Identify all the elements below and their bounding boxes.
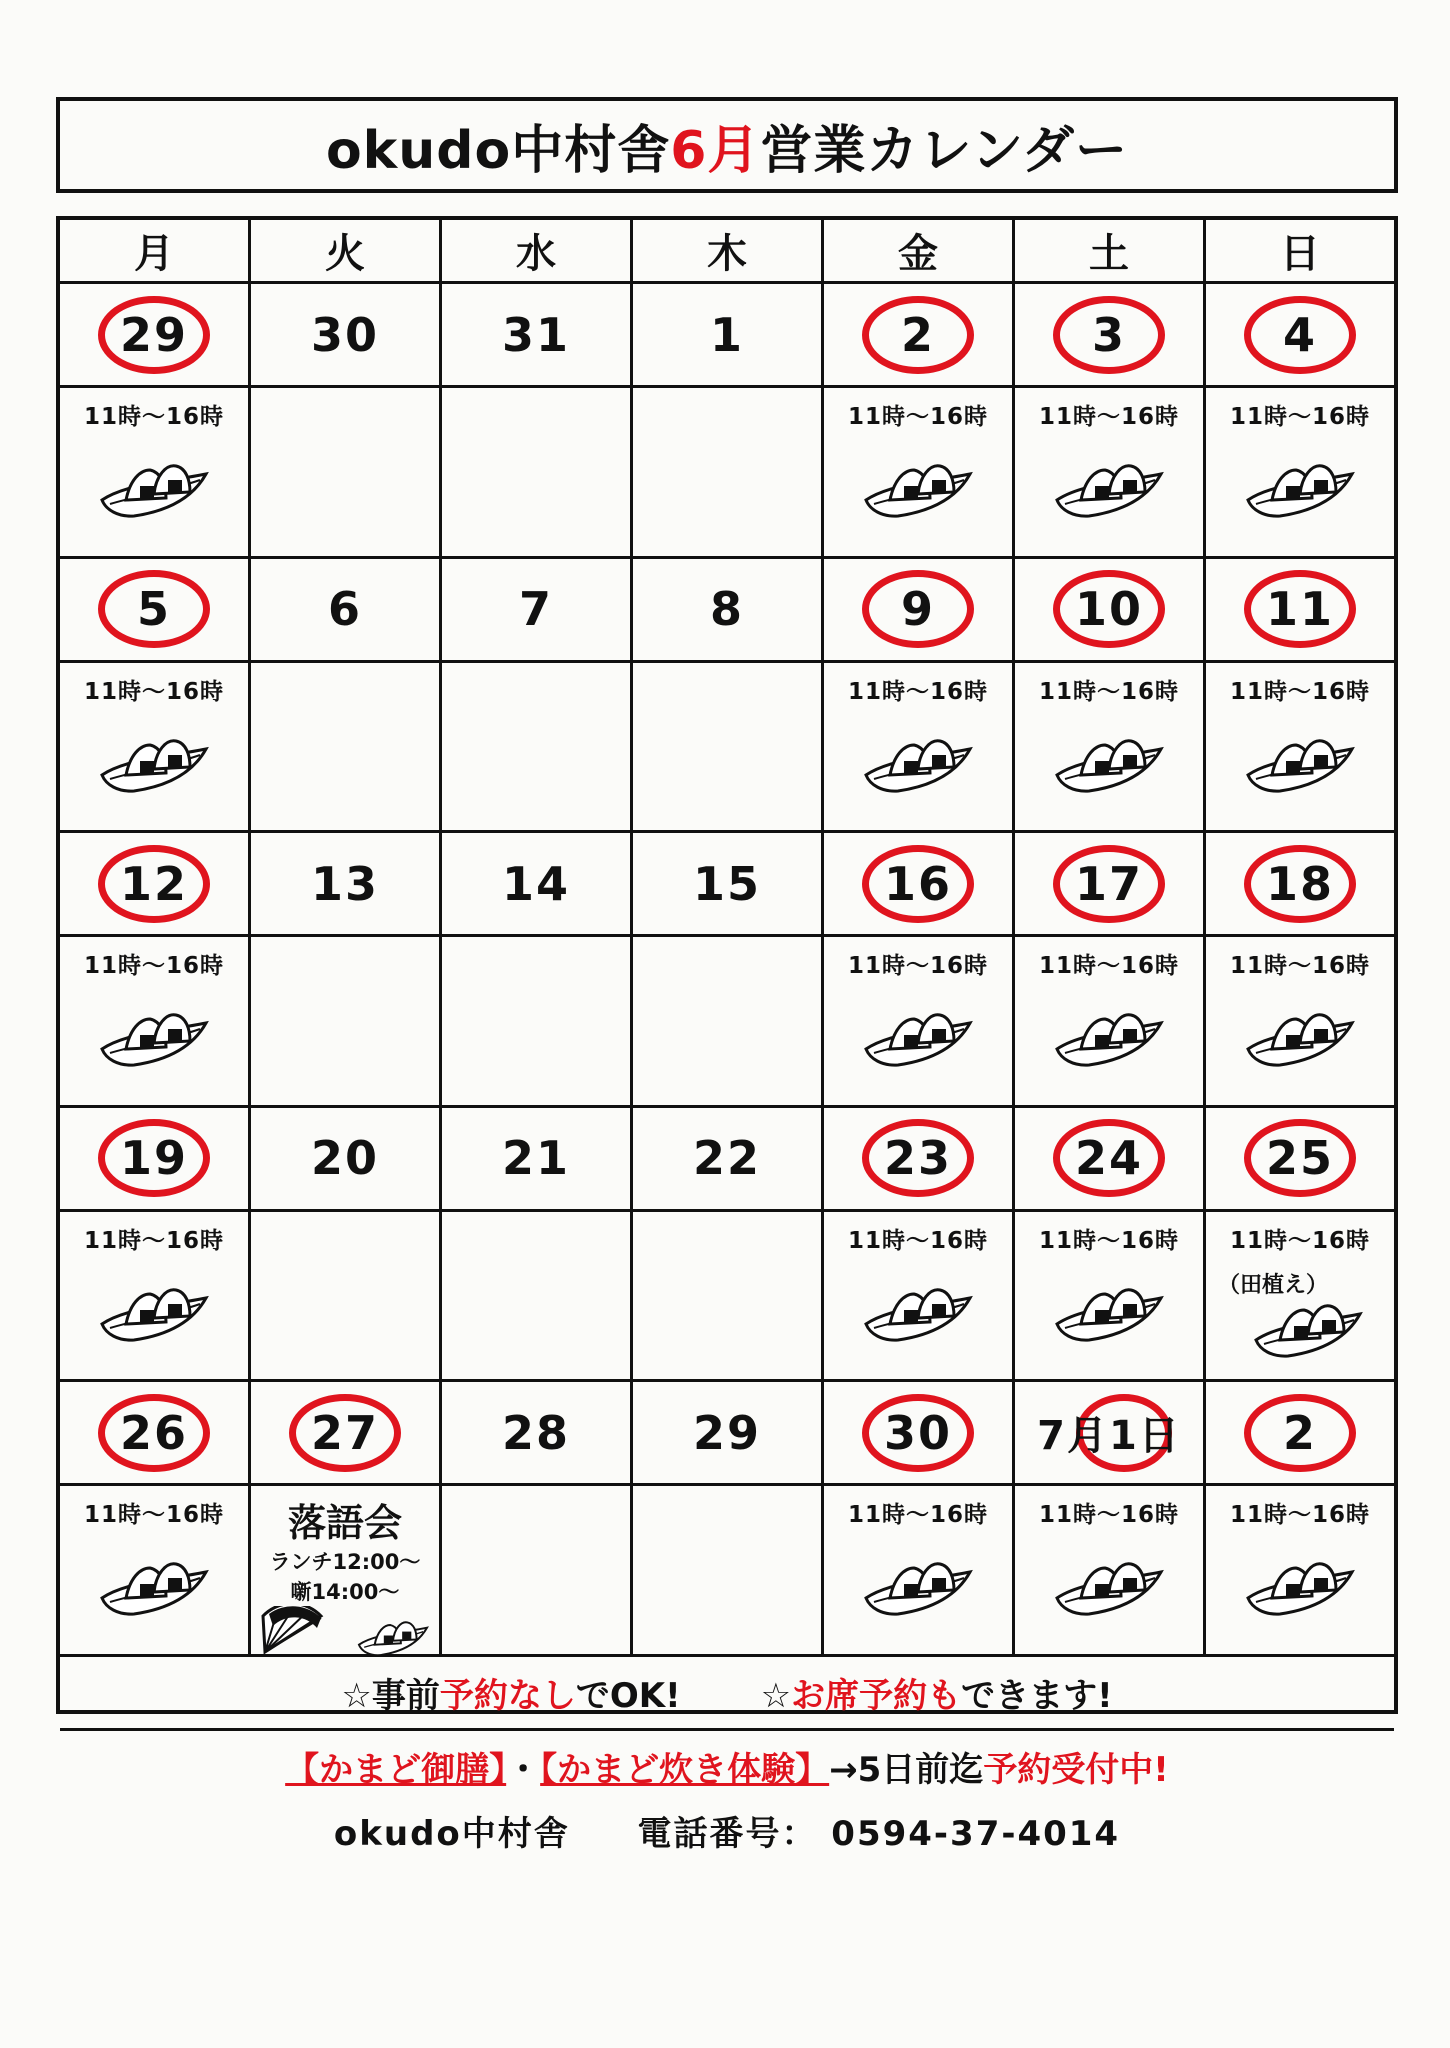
day-number: 17 (1074, 856, 1143, 911)
day-number: 6 (327, 582, 362, 637)
opening-hours: 11時～16時 (847, 678, 988, 705)
day-number: 25 (1265, 1131, 1334, 1186)
phone-label: 電話番号： (637, 1814, 818, 1854)
opening-hours: 11時～16時 (1229, 678, 1370, 705)
week-row (60, 1108, 1394, 1383)
offers-line: 【かまど御膳】・【かまど炊き体験】→5日前迄予約受付中! (285, 1750, 1169, 1790)
opening-hours: 11時～16時 (1038, 953, 1179, 980)
day-number-box (1206, 1382, 1394, 1486)
week-row (60, 833, 1394, 1108)
day-number-box (1206, 1108, 1394, 1212)
week-row (60, 559, 1394, 834)
day-cell (633, 833, 824, 1105)
offer-kamado-experience: 【かまど炊き体験】 (540, 1750, 830, 1790)
day-cell (251, 559, 442, 831)
day-number-box (60, 1382, 248, 1486)
onigiri-plate-icon (1242, 993, 1358, 1071)
day-cell (824, 1382, 1015, 1654)
onigiri-plate-icon (96, 1542, 212, 1620)
week-row (60, 284, 1394, 559)
opening-hours: 11時～16時 (83, 678, 224, 705)
opening-hours: 11時～16時 (1229, 1227, 1370, 1254)
day-number-box (1015, 284, 1203, 388)
day-cell (1206, 1382, 1394, 1654)
onigiri-plate-icon (96, 719, 212, 797)
weekday-4: 金 (824, 220, 1015, 281)
day-cell (1206, 1108, 1394, 1380)
day-cell (1015, 559, 1206, 831)
day-cell (1206, 833, 1394, 1105)
day-number: 16 (883, 856, 952, 911)
day-number-box (824, 833, 1012, 937)
opening-hours: 11時～16時 (83, 1502, 224, 1529)
folding-fan-icon (259, 1606, 325, 1656)
day-cell (442, 833, 633, 1105)
day-number: 7月1日 (1037, 1413, 1181, 1460)
day-number: 13 (310, 856, 379, 911)
contact-line (60, 1806, 1394, 1855)
day-number-box (442, 284, 630, 388)
day-cell (824, 559, 1015, 831)
onigiri-plate-icon (1242, 1542, 1358, 1620)
day-number-box (633, 1382, 821, 1486)
day-number-box (442, 1108, 630, 1212)
day-number-box (442, 1382, 630, 1486)
day-number-box (60, 833, 248, 937)
day-number: 3 (1091, 307, 1126, 362)
opening-hours: 11時～16時 (83, 404, 224, 430)
day-cell (251, 1382, 442, 1654)
day-number-box (633, 284, 821, 388)
day-number: 11 (1265, 582, 1334, 637)
day-number: 18 (1265, 856, 1334, 911)
onigiri-plate-icon (860, 444, 976, 522)
opening-hours: 11時～16時 (847, 1227, 988, 1254)
week-row (60, 1382, 1394, 1657)
day-cell (633, 284, 824, 556)
onigiri-plate-icon (1051, 1542, 1167, 1620)
onigiri-plate-icon (96, 444, 212, 522)
deadline-text: →5日前迄 (829, 1750, 984, 1790)
day-cell (824, 833, 1015, 1105)
opening-hours: 11時～16時 (1038, 404, 1179, 430)
event-lunch-time: ランチ12:00～ (269, 1550, 421, 1575)
day-number: 26 (119, 1405, 188, 1460)
day-cell (60, 833, 251, 1105)
reservation-open-text: 予約受付中! (983, 1750, 1169, 1790)
day-cell (60, 1382, 251, 1654)
onigiri-plate-icon (1242, 444, 1358, 522)
weekday-5: 土 (1015, 220, 1206, 281)
day-number-box (60, 284, 248, 388)
opening-hours: 11時～16時 (1038, 678, 1179, 705)
title-suffix: 営業カレンダー (760, 120, 1129, 181)
day-number-box (1015, 1108, 1203, 1212)
onigiri-plate-icon (96, 1268, 212, 1346)
day-number: 10 (1074, 582, 1143, 637)
weekday-3: 木 (633, 220, 824, 281)
day-number: 9 (900, 582, 935, 637)
day-cell (442, 1382, 633, 1654)
day-number-box (1015, 833, 1203, 937)
day-number: 8 (709, 582, 744, 637)
opening-hours: 11時～16時 (83, 953, 224, 980)
day-cell (633, 1382, 824, 1654)
offer-kamado-gozen: 【かまど御膳】 (285, 1750, 507, 1790)
day-number-box (824, 1108, 1012, 1212)
day-cell (60, 1108, 251, 1380)
onigiri-plate-icon (1051, 719, 1167, 797)
day-number-box (60, 1108, 248, 1212)
day-number-box (824, 284, 1012, 388)
day-cell (442, 559, 633, 831)
opening-hours: 11時～16時 (1229, 1502, 1370, 1529)
opening-hours: 11時～16時 (1038, 1227, 1179, 1254)
weekday-0: 月 (60, 220, 251, 281)
opening-hours: 11時～16時 (847, 1502, 988, 1529)
day-number-box (1206, 559, 1394, 663)
title-month: 6月 (670, 120, 761, 181)
shop-name: okudo中村舎 (333, 1814, 570, 1854)
day-number: 21 (501, 1131, 570, 1186)
day-number: 29 (119, 307, 188, 362)
day-number: 2 (900, 307, 935, 362)
weekday-1: 火 (251, 220, 442, 281)
weekday-header-row (60, 220, 1394, 284)
title-shop: okudo中村舎 (325, 120, 671, 181)
day-cell (442, 284, 633, 556)
calendar-title (56, 97, 1398, 193)
day-cell (633, 1108, 824, 1380)
day-number: 24 (1074, 1131, 1143, 1186)
day-cell (824, 1108, 1015, 1380)
day-number: 14 (501, 856, 570, 911)
day-number-box (442, 559, 630, 663)
day-number: 29 (692, 1405, 761, 1460)
weekday-6: 日 (1280, 231, 1320, 277)
day-cell (251, 833, 442, 1105)
reservation-note-row (60, 1657, 1394, 1731)
day-number: 30 (883, 1405, 952, 1460)
day-cell (1015, 833, 1206, 1105)
day-number-box (251, 1108, 439, 1212)
onigiri-plate-icon (860, 719, 976, 797)
day-number: 22 (692, 1131, 761, 1186)
onigiri-plate-icon (1051, 993, 1167, 1071)
opening-hours: 11時～16時 (847, 953, 988, 980)
day-cell (60, 284, 251, 556)
day-number: 15 (692, 856, 761, 911)
day-cell (1015, 1108, 1206, 1380)
day-cell (633, 559, 824, 831)
onigiri-plate-icon (1051, 1268, 1167, 1346)
day-note: （田植え） (1218, 1272, 1329, 1298)
day-number: 23 (883, 1131, 952, 1186)
day-number-box (442, 833, 630, 937)
day-number-box (824, 559, 1012, 663)
onigiri-plate-icon (860, 1268, 976, 1346)
day-cell (1206, 284, 1394, 556)
onigiri-plate-icon (355, 1608, 431, 1658)
seat-reservation-note: ☆お席予約もできます! (760, 1676, 1113, 1716)
day-number: 28 (501, 1405, 570, 1460)
day-number-box (1206, 833, 1394, 937)
day-cell (442, 1108, 633, 1380)
opening-hours: 11時～16時 (1038, 1502, 1179, 1529)
day-number-box (1015, 559, 1203, 663)
opening-hours: 11時～16時 (1229, 404, 1370, 430)
day-cell (1206, 559, 1394, 831)
day-number-box (1206, 284, 1394, 388)
day-number-box (251, 559, 439, 663)
day-number-box (251, 1382, 439, 1486)
day-cell (1015, 1382, 1206, 1654)
day-cell (60, 559, 251, 831)
day-number: 27 (310, 1405, 379, 1460)
day-cell (824, 284, 1015, 556)
day-cell (251, 1108, 442, 1380)
day-number: 12 (119, 856, 188, 911)
day-number: 7 (518, 582, 553, 637)
event-show-time: 噺14:00～ (290, 1580, 400, 1605)
day-number: 4 (1282, 307, 1317, 362)
weekday-2: 水 (442, 220, 633, 281)
opening-hours: 11時～16時 (847, 404, 988, 430)
day-number: 2 (1282, 1405, 1317, 1460)
no-reservation-note: ☆事前予約なしでOK! (341, 1676, 681, 1716)
onigiri-plate-icon (1250, 1284, 1366, 1362)
day-number-box (251, 833, 439, 937)
opening-hours: 11時～16時 (83, 1227, 224, 1254)
day-number: 1 (709, 307, 744, 362)
day-number: 30 (310, 307, 379, 362)
opening-hours: 11時～16時 (1229, 953, 1370, 980)
onigiri-plate-icon (96, 993, 212, 1071)
day-number-box (633, 1108, 821, 1212)
day-number-box (633, 559, 821, 663)
phone-number: 0594-37-4014 (831, 1814, 1121, 1854)
day-number: 5 (136, 582, 171, 637)
calendar-grid (56, 216, 1398, 1854)
day-number: 31 (501, 307, 570, 362)
day-number: 20 (310, 1131, 379, 1186)
day-number-box (633, 833, 821, 937)
day-cell (251, 284, 442, 556)
onigiri-plate-icon (860, 1542, 976, 1620)
event-title: 落語会 (287, 1501, 402, 1546)
day-number-box (1015, 1382, 1203, 1486)
day-cell (1015, 284, 1206, 556)
onigiri-plate-icon (860, 993, 976, 1071)
onigiri-plate-icon (1051, 444, 1167, 522)
day-number: 19 (119, 1131, 188, 1186)
onigiri-plate-icon (1242, 719, 1358, 797)
day-number-box (60, 559, 248, 663)
day-number-box (824, 1382, 1012, 1486)
day-number-box (251, 284, 439, 388)
